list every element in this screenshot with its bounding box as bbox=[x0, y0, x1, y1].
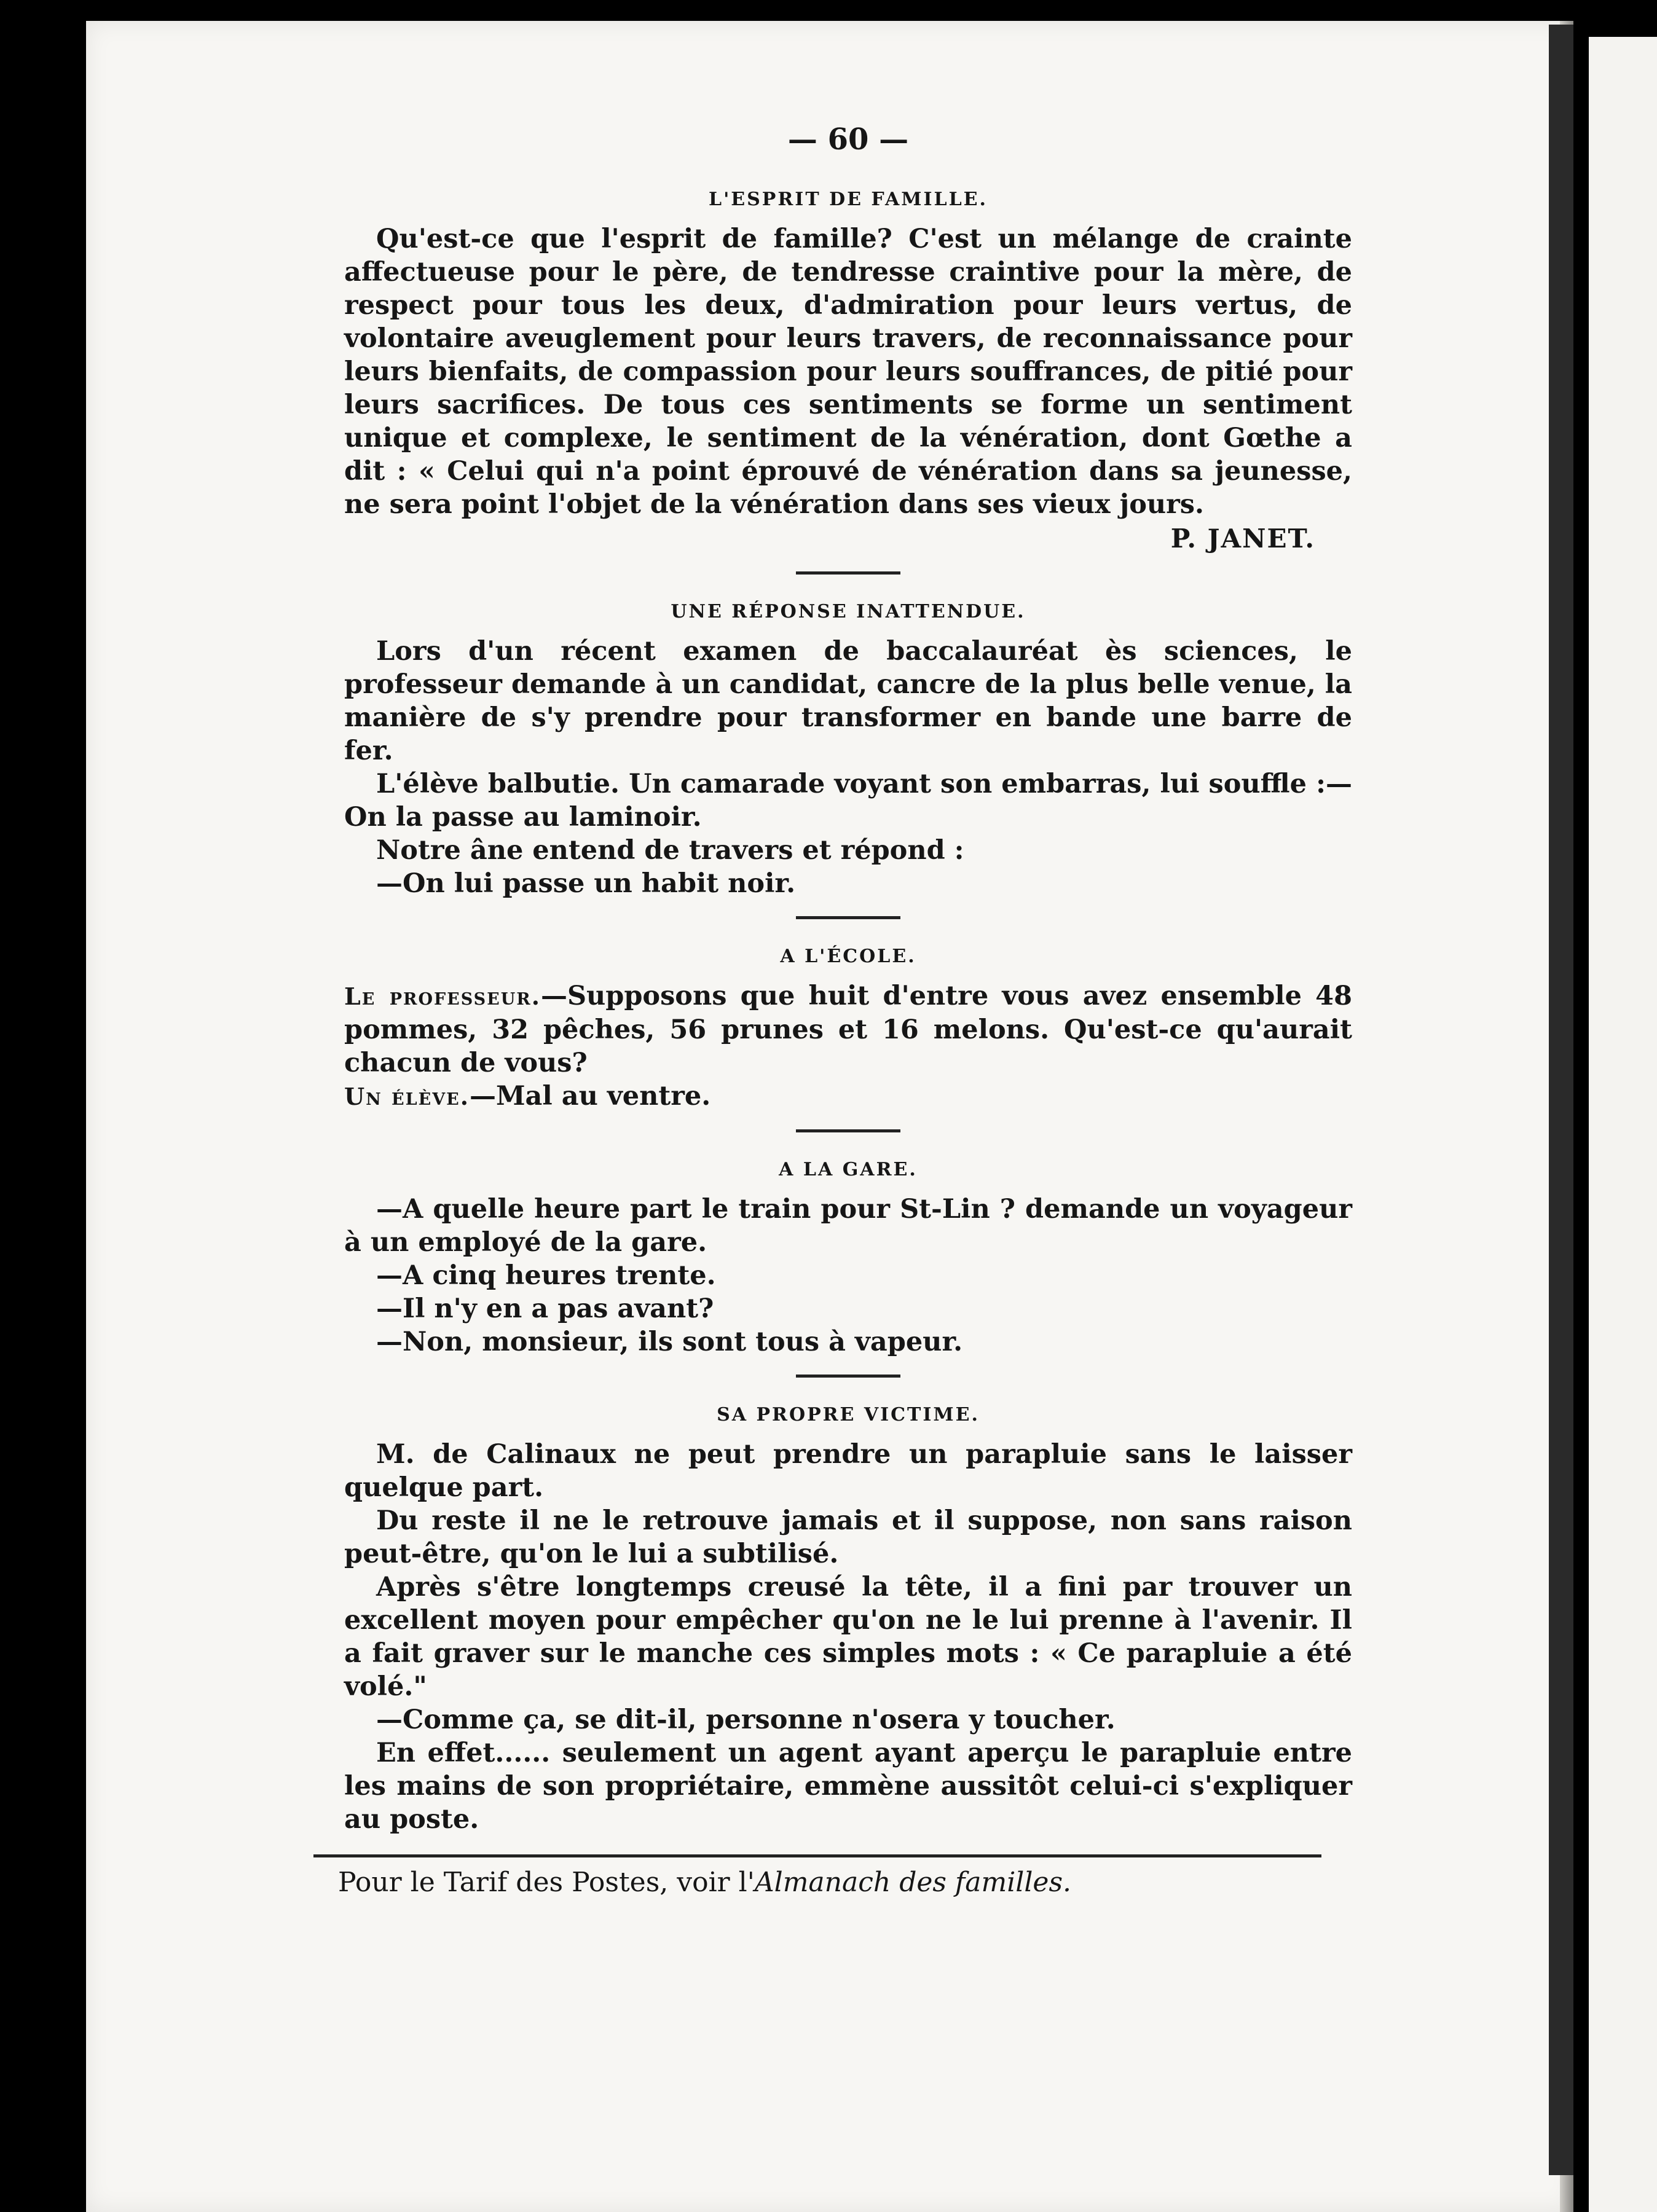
paragraph: —Comme ça, se dit-il, personne n'osera y toucher. bbox=[376, 1704, 1116, 1735]
speaker-label: Un élève. bbox=[344, 1083, 470, 1110]
section-heading: L'ESPRIT DE FAMILLE. bbox=[709, 189, 988, 210]
section-divider bbox=[796, 1129, 900, 1132]
section-heading: A L'ÉCOLE. bbox=[780, 946, 916, 967]
footer-text: Pour le Tarif des Postes, voir l' bbox=[338, 1867, 755, 1898]
section-heading: A LA GARE. bbox=[779, 1159, 918, 1180]
page-text bbox=[338, 122, 1353, 1899]
speaker-label: Le professeur. bbox=[344, 982, 541, 1010]
section-divider bbox=[796, 1375, 900, 1378]
paragraph: —A quelle heure part le train pour St-Lin ? demande un voyageur à un employé de la gare. bbox=[344, 1194, 1352, 1258]
adjacent-page-edge bbox=[1589, 37, 1657, 2212]
paragraph: Notre âne entend de travers et répond : bbox=[376, 835, 964, 866]
paragraph: Après s'être longtemps creusé la tête, il a fini par trouver un excellent moyen pour empêcher qu'on ne le lui prenne à l'avenir. Il a fait graver sur le manche ces simples mots : « Ce parapluie a été volé." bbox=[344, 1572, 1352, 1702]
paragraph: —A cinq heures trente. bbox=[376, 1260, 716, 1291]
page-gutter bbox=[1549, 25, 1573, 2175]
dialog-line bbox=[344, 979, 1352, 1080]
footer-title: Almanach des familles. bbox=[754, 1867, 1072, 1898]
paragraph: Du reste il ne le retrouve jamais et il suppose, non sans raison peut-être, qu'on le lui a subtilisé. bbox=[344, 1505, 1352, 1569]
section-heading: SA PROPRE VICTIME. bbox=[717, 1404, 980, 1426]
section-divider bbox=[796, 916, 900, 919]
paragraph: M. de Calinaux ne peut prendre un parapluie sans le laisser quelque part. bbox=[344, 1439, 1352, 1503]
paragraph: —Il n'y en a pas avant? bbox=[376, 1293, 714, 1324]
section-heading: UNE RÉPONSE INATTENDUE. bbox=[671, 601, 1026, 622]
paragraph: Lors d'un récent examen de baccalauréat ès sciences, le professeur demande à un candidat, cancre de la plus belle venue, la manière de s'y prendre pour transformer en bande une barre de fer. bbox=[344, 636, 1352, 766]
page-number: — 60 — bbox=[787, 122, 909, 157]
author-signature: P. JANET. bbox=[1170, 524, 1315, 554]
paragraph: En effet...... seulement un agent ayant aperçu le parapluie entre les mains de son propriétaire, emmène aussitôt celui-ci s'expliquer au poste. bbox=[344, 1738, 1352, 1835]
paragraph: Qu'est-ce que l'esprit de famille? C'est un mélange de crainte affectueuse pour le père, de tendresse craintive pour la mère, de respect pour tous les deux, d'admiration pour leurs vertus, de volontaire aveuglement pour leurs travers, de reconnaissance pour leurs bienfaits, de compassion pour leurs souffrances, de pitié pour leurs sacrifices. De tous ces sentiments se forme un sentiment unique et complexe, le sentiment de la vénération, dont Gœthe a dit : « Celui qui n'a point éprouvé de vénération dans sa jeunesse, ne sera point l'objet de la vénération dans ses vieux jours. bbox=[344, 224, 1352, 520]
footer-divider bbox=[313, 1854, 1321, 1857]
paragraph: —Non, monsieur, ils sont tous à vapeur. bbox=[376, 1327, 963, 1357]
dialog-text: —Supposons que huit d'entre vous avez ensemble 48 pommes, 32 pêches, 56 prunes et 16 melons. Qu'est-ce qu'aurait chacun de vous? bbox=[344, 981, 1353, 1078]
paragraph: L'élève balbutie. Un camarade voyant son embarras, lui souffle :—On la passe au laminoir. bbox=[344, 769, 1352, 833]
dialog-line bbox=[344, 1080, 1352, 1113]
footer-note bbox=[338, 1866, 1352, 1899]
section-divider bbox=[796, 571, 900, 575]
dialog-text: —Mal au ventre. bbox=[469, 1081, 711, 1112]
paragraph: —On lui passe un habit noir. bbox=[376, 868, 796, 899]
scan-left-edge bbox=[0, 0, 86, 2212]
